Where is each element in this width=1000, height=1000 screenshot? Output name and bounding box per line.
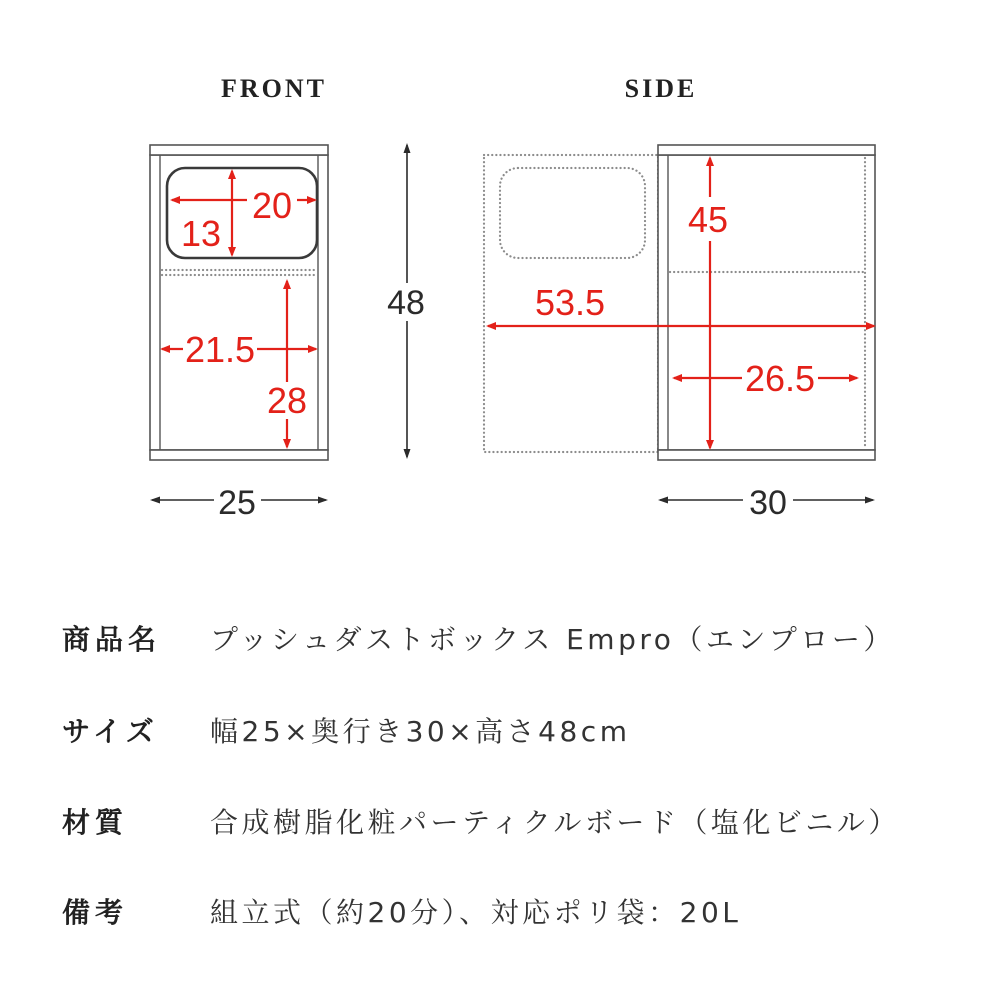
spec-row-material [0,803,1000,843]
open-depth-label: 53.5 [534,282,606,323]
spec-row-notes [0,893,1000,933]
side-view-title: SIDE [624,74,698,103]
spec-value: 合成樹脂化粧パーティクルボード（塩化ビニル） [210,806,900,839]
inner-height-label: 28 [266,380,308,421]
side-bottom-board [658,450,875,460]
spec-label: 材質 [62,806,129,839]
inner-depth-label: 26.5 [744,358,816,399]
overall-depth-label: 30 [749,484,787,522]
front-top-board [150,145,328,155]
window-width-label: 20 [251,185,293,226]
spec-value: 組立式（約20分）、対応ポリ袋：20L [210,896,742,929]
side-opened-lid-window [500,168,645,258]
front-view-title: FRONT [221,74,327,103]
overall-height-dimension [387,145,425,457]
spec-label: 備考 [62,896,129,929]
side-inner-height-label: 45 [687,199,729,240]
overall-width-label: 25 [218,484,256,522]
front-bottom-board [150,450,328,460]
spec-value: プッシュダストボックス Empro（エンプロー） [210,623,895,656]
window-height-label: 13 [180,213,222,254]
inner-width-label: 21.5 [184,329,256,370]
overall-height-label: 48 [387,284,425,322]
spec-label: 商品名 [62,623,162,656]
side-view [484,74,875,460]
spec-value: 幅25×奥行き30×高さ48cm [210,715,631,748]
side-top-board [658,145,875,155]
spec-label: サイズ [62,715,159,748]
spec-table [0,600,1000,940]
spec-row-size [0,712,1000,752]
spec-row-product-name [0,620,1000,660]
